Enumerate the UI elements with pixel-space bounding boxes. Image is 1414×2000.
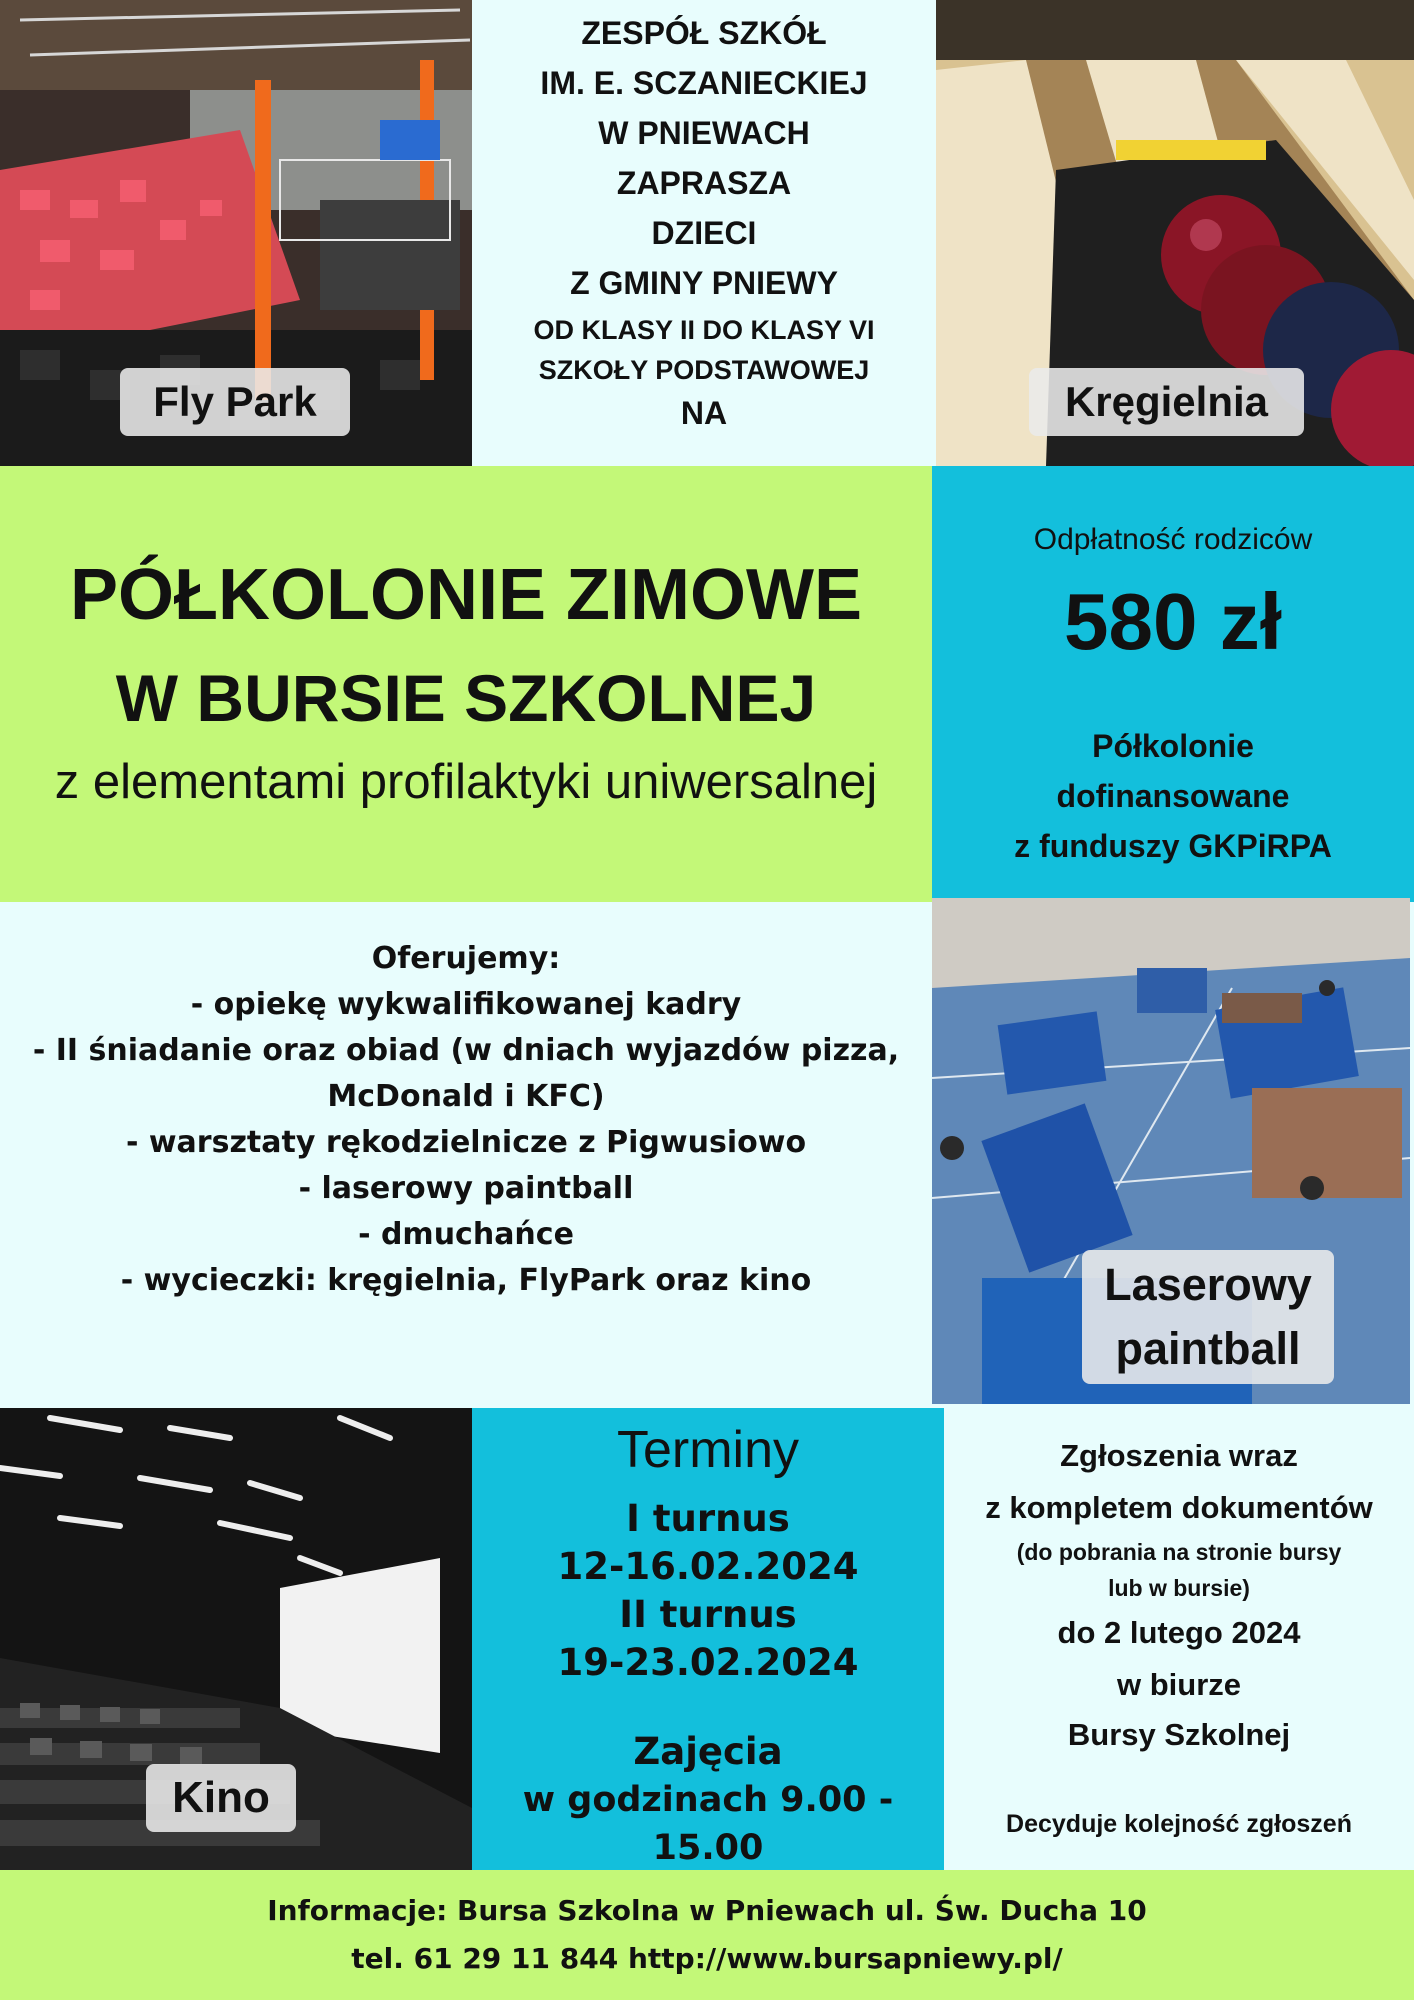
registration-place: w biurze [1116, 1667, 1241, 1702]
title-section [0, 466, 932, 902]
cinema-label: Kino [146, 1764, 296, 1832]
registration-place: Bursy Szkolnej [1067, 1717, 1291, 1752]
footer [0, 1870, 1414, 2000]
footer-address: Informacje: Bursa Szkolna w Pniewach ul. Św. Ducha 10 [267, 1894, 1147, 1927]
main-subtitle: z elementami profilaktyki uniwersalnej [54, 755, 878, 809]
turn1-label: I turnus [626, 1497, 790, 1540]
offer-item: McDonald i KFC) [327, 1079, 605, 1114]
grade-range-line: SZKOŁY PODSTAWOWEJ [538, 355, 870, 385]
main-title-line2: W BURSIE SZKOLNEJ [115, 661, 817, 735]
terms-heading: Terminy [616, 1421, 800, 1479]
paintball-photo [932, 898, 1410, 1404]
invitation-line: DZIECI [651, 215, 757, 251]
paintball-label-line2: paintball [1115, 1323, 1301, 1374]
offer-item: - opiekę wykwalifikowanej kadry [190, 987, 742, 1022]
registration-line: Zgłoszenia wraz [1060, 1438, 1298, 1473]
registration-order-note: Decyduje kolejność zgłoszeń [1006, 1810, 1352, 1838]
offer-item: - laserowy paintball [298, 1171, 634, 1206]
cinema-photo [0, 1408, 472, 1870]
invitation-line: ZAPRASZA [616, 165, 792, 201]
offer-item: - warsztaty rękodzielnicze z Pigwusiowo [125, 1125, 807, 1160]
turn2-dates: 19-23.02.2024 [557, 1641, 859, 1684]
footer-contact: tel. 61 29 11 844 http://www.bursapniewy.pl/ [351, 1942, 1063, 1975]
paintball-label [1082, 1250, 1334, 1384]
flypark-photo [0, 0, 472, 466]
price-section [932, 466, 1414, 902]
terms-section [472, 1408, 944, 1870]
subsidy-note-line: z funduszy GKPiRPA [1014, 828, 1332, 864]
subsidy-note-line: dofinansowane [1056, 778, 1290, 814]
paintball-label-line1: Laserowy [1104, 1259, 1312, 1310]
grade-range-line: OD KLASY II DO KLASY VI [533, 315, 875, 345]
offer-item: - dmuchańce [358, 1217, 574, 1252]
registration-small: lub w bursie) [1108, 1575, 1250, 1601]
price-amount: 580 zł [1064, 577, 1282, 666]
school-name-line: IM. E. SCZANIECKIEJ [540, 65, 868, 101]
bowling-photo [936, 0, 1414, 466]
bowling-label: Kręgielnia [1029, 368, 1304, 436]
registration-deadline: do 2 lutego 2024 [1057, 1615, 1301, 1650]
turn1-dates: 12-16.02.2024 [557, 1545, 859, 1588]
registration-small: (do pobrania na stronie bursy [1016, 1539, 1342, 1565]
flypark-label: Fly Park [120, 368, 350, 436]
invitation-line: Z GMINY PNIEWY [570, 265, 838, 301]
classes-label: Zajęcia [633, 1730, 783, 1773]
registration-section [944, 1408, 1414, 1870]
registration-line: z kompletem dokumentów [985, 1490, 1373, 1525]
school-invitation [472, 0, 936, 466]
offer-item: - wycieczki: kręgielnia, FlyPark oraz kino [120, 1263, 812, 1298]
classes-hours: w godzinach 9.00 - 15.00 [522, 1780, 894, 1868]
school-name-line: W PNIEWACH [598, 115, 810, 151]
main-title-line1: PÓŁKOLONIE ZIMOWE [70, 555, 862, 635]
offer-heading: Oferujemy: [371, 941, 561, 976]
school-name-line: ZESPÓŁ SZKÓŁ [581, 15, 827, 51]
turn2-label: II turnus [619, 1593, 797, 1636]
invitation-na: NA [680, 395, 728, 431]
subsidy-note-line: Półkolonie [1092, 728, 1254, 764]
offer-item: - II śniadanie oraz obiad (w dniach wyjazdów pizza, [32, 1033, 900, 1068]
price-label: Odpłatność rodziców [1033, 523, 1313, 556]
offer-section [0, 902, 932, 1408]
